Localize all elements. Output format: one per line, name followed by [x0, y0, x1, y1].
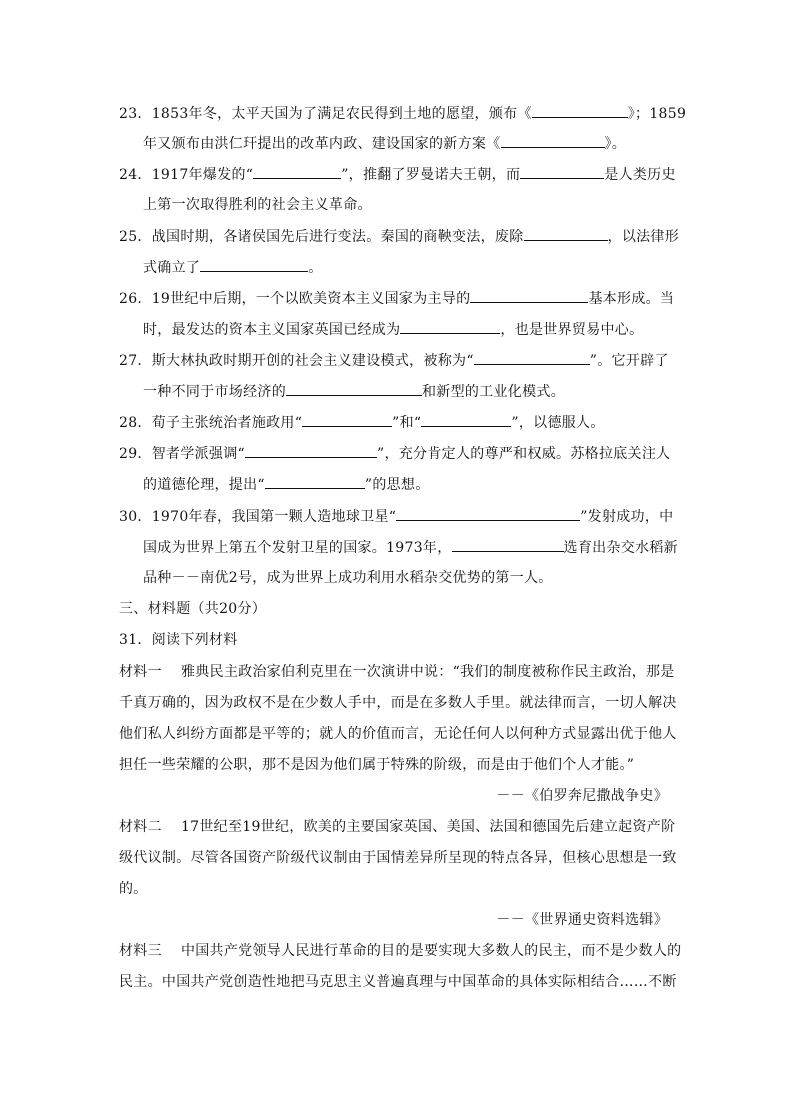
material2-line3: 的。	[119, 881, 148, 897]
q27-text-d: 和新型的工业化模式。	[422, 384, 565, 400]
q24-text-c: 是人类历史	[604, 167, 676, 183]
q28-blank-1[interactable]	[302, 412, 392, 427]
q29-line1	[119, 443, 670, 464]
q27-line1	[119, 350, 669, 371]
q24-text-b: ”，推翻了罗曼诺夫王朝，而	[341, 167, 521, 183]
q23-text-a: 23．1853年冬，太平天国为了满足农民得到土地的愿望，颁布《	[119, 106, 532, 122]
q29-text-a: 29．智者学派强调“	[119, 446, 245, 462]
q28-text-c: ”，以德服人。	[511, 415, 605, 431]
section-heading: 三、材料题（共20分）	[119, 601, 267, 617]
q24-blank-2[interactable]	[520, 164, 604, 179]
q23-text-b: 》；1859	[627, 106, 687, 122]
q25-line1	[119, 226, 679, 247]
q25-text-b: ，以法律形	[607, 229, 680, 245]
q26-text-d: ，也是世界贸易中心。	[500, 322, 644, 338]
q26-text-c: 时，最发达的资本主义国家英国已经成为	[143, 322, 401, 338]
q29-blank-2[interactable]	[265, 474, 365, 489]
q30-text-a: 30．1970年春，我国第一颗人造地球卫星“	[119, 509, 397, 525]
material1-line3: 他们私人纠纷方面都是平等的；就人的价值而言，无论任何人以何种方式显露出优于他人	[119, 726, 677, 742]
material1-source: －－《伯罗奔尼撒战争史》	[496, 788, 668, 804]
q26-text-a: 26．19世纪中后期，一个以欧美资本主义国家为主导的	[119, 291, 471, 307]
q30-blank-1[interactable]	[396, 506, 580, 521]
q27-text-c: 一种不同于市场经济的	[143, 384, 286, 400]
q30-text-d: 选育出杂交水稻新	[563, 540, 678, 556]
q30-text-b: ”发射成功，中	[580, 509, 674, 525]
q31-prompt: 31．阅读下列材料	[119, 632, 238, 648]
material1-line4: 担任一些荣耀的公职，那不是因为他们属于特殊的阶级，而是由于他们个人才能。”	[119, 757, 635, 773]
q23-text-c: 年又颁布由洪仁玕提出的改革内政、建设国家的新方案《	[143, 136, 501, 152]
q30-line1	[119, 506, 673, 527]
q28-blank-2[interactable]	[421, 412, 511, 427]
q30-line2	[143, 537, 678, 558]
q28-text-b: ”和“	[392, 415, 422, 431]
material2-line2: 级代议制。尽管各国资产阶级代议制由于国情差异所呈现的特点各异，但核心思想是一致	[119, 850, 677, 866]
material2-line1: 材料二 17世纪至19世纪，欧美的主要国家英国、美国、法国和德国先后建立起资产阶	[119, 819, 676, 835]
q26-line2	[143, 319, 643, 340]
q25-line2	[143, 257, 323, 278]
q29-text-d: ”的思想。	[364, 477, 430, 493]
q26-blank-1[interactable]	[470, 288, 588, 303]
q24-line2: 上第一次取得胜利的社会主义革命。	[143, 197, 372, 213]
q25-text-a: 25．战国时期，各诸侯国先后进行变法。秦国的商鞅变法，废除	[119, 229, 524, 245]
q27-blank-2[interactable]	[286, 381, 422, 396]
q24-line1	[119, 164, 676, 185]
q24-blank-1[interactable]	[253, 164, 341, 179]
q23-blank-1[interactable]	[532, 103, 628, 118]
q29-blank-1[interactable]	[245, 443, 377, 458]
q30-line3: 品种－－南优2号，成为世界上成功利用水稻杂交优势的第一人。	[143, 570, 553, 586]
q27-text-a: 27．斯大林执政时期开创的社会主义建设模式，被称为“	[119, 353, 474, 369]
q25-blank-1[interactable]	[524, 226, 608, 241]
q28-text-a: 28．荀子主张统治者施政用“	[119, 415, 303, 431]
q27-blank-1[interactable]	[474, 350, 590, 365]
q25-text-d: 。	[308, 260, 323, 276]
material1-line1: 材料一 雅典民主政治家伯利克里在一次演讲中说：“我们的制度被称作民主政治，那是	[119, 664, 675, 680]
material2-source: －－《世界通史资料选辑》	[496, 912, 668, 928]
q27-text-b: ”。它开辟了	[589, 353, 669, 369]
material3-line1: 材料三 中国共产党领导人民进行革命的目的是要实现大多数人的民主，而不是少数人的	[119, 943, 682, 959]
q23-blank-2[interactable]	[501, 133, 605, 148]
q25-text-c: 式确立了	[143, 260, 201, 276]
q25-blank-2[interactable]	[200, 257, 308, 272]
q23-line1	[119, 103, 686, 124]
material1-line2: 千真万确的，因为政权不是在少数人手中，而是在多数人手里。就法律而言，一切人解决	[119, 695, 677, 711]
q23-text-d: 》。	[604, 136, 627, 152]
q26-line1	[119, 288, 674, 309]
q26-text-b: 基本形成。当	[588, 291, 675, 307]
q24-text-a: 24．1917年爆发的“	[119, 167, 254, 183]
q29-text-c: 的道德伦理，提出“	[143, 477, 265, 493]
q30-text-c: 国成为世界上第五个发射卫星的国家。1973年，	[143, 540, 452, 556]
q29-line2	[143, 474, 430, 495]
q27-line2	[143, 381, 565, 402]
q26-blank-2[interactable]	[400, 319, 500, 334]
q23-line2	[143, 133, 626, 154]
material3-line2: 民主。中国共产党创造性地把马克思主义普遍真理与中国革命的具体实际相结合……不断	[119, 974, 677, 990]
q28-line1	[119, 412, 605, 433]
q29-text-b: ”，充分肯定人的尊严和权威。苏格拉底关注人	[376, 446, 671, 462]
q30-blank-2[interactable]	[452, 537, 564, 552]
